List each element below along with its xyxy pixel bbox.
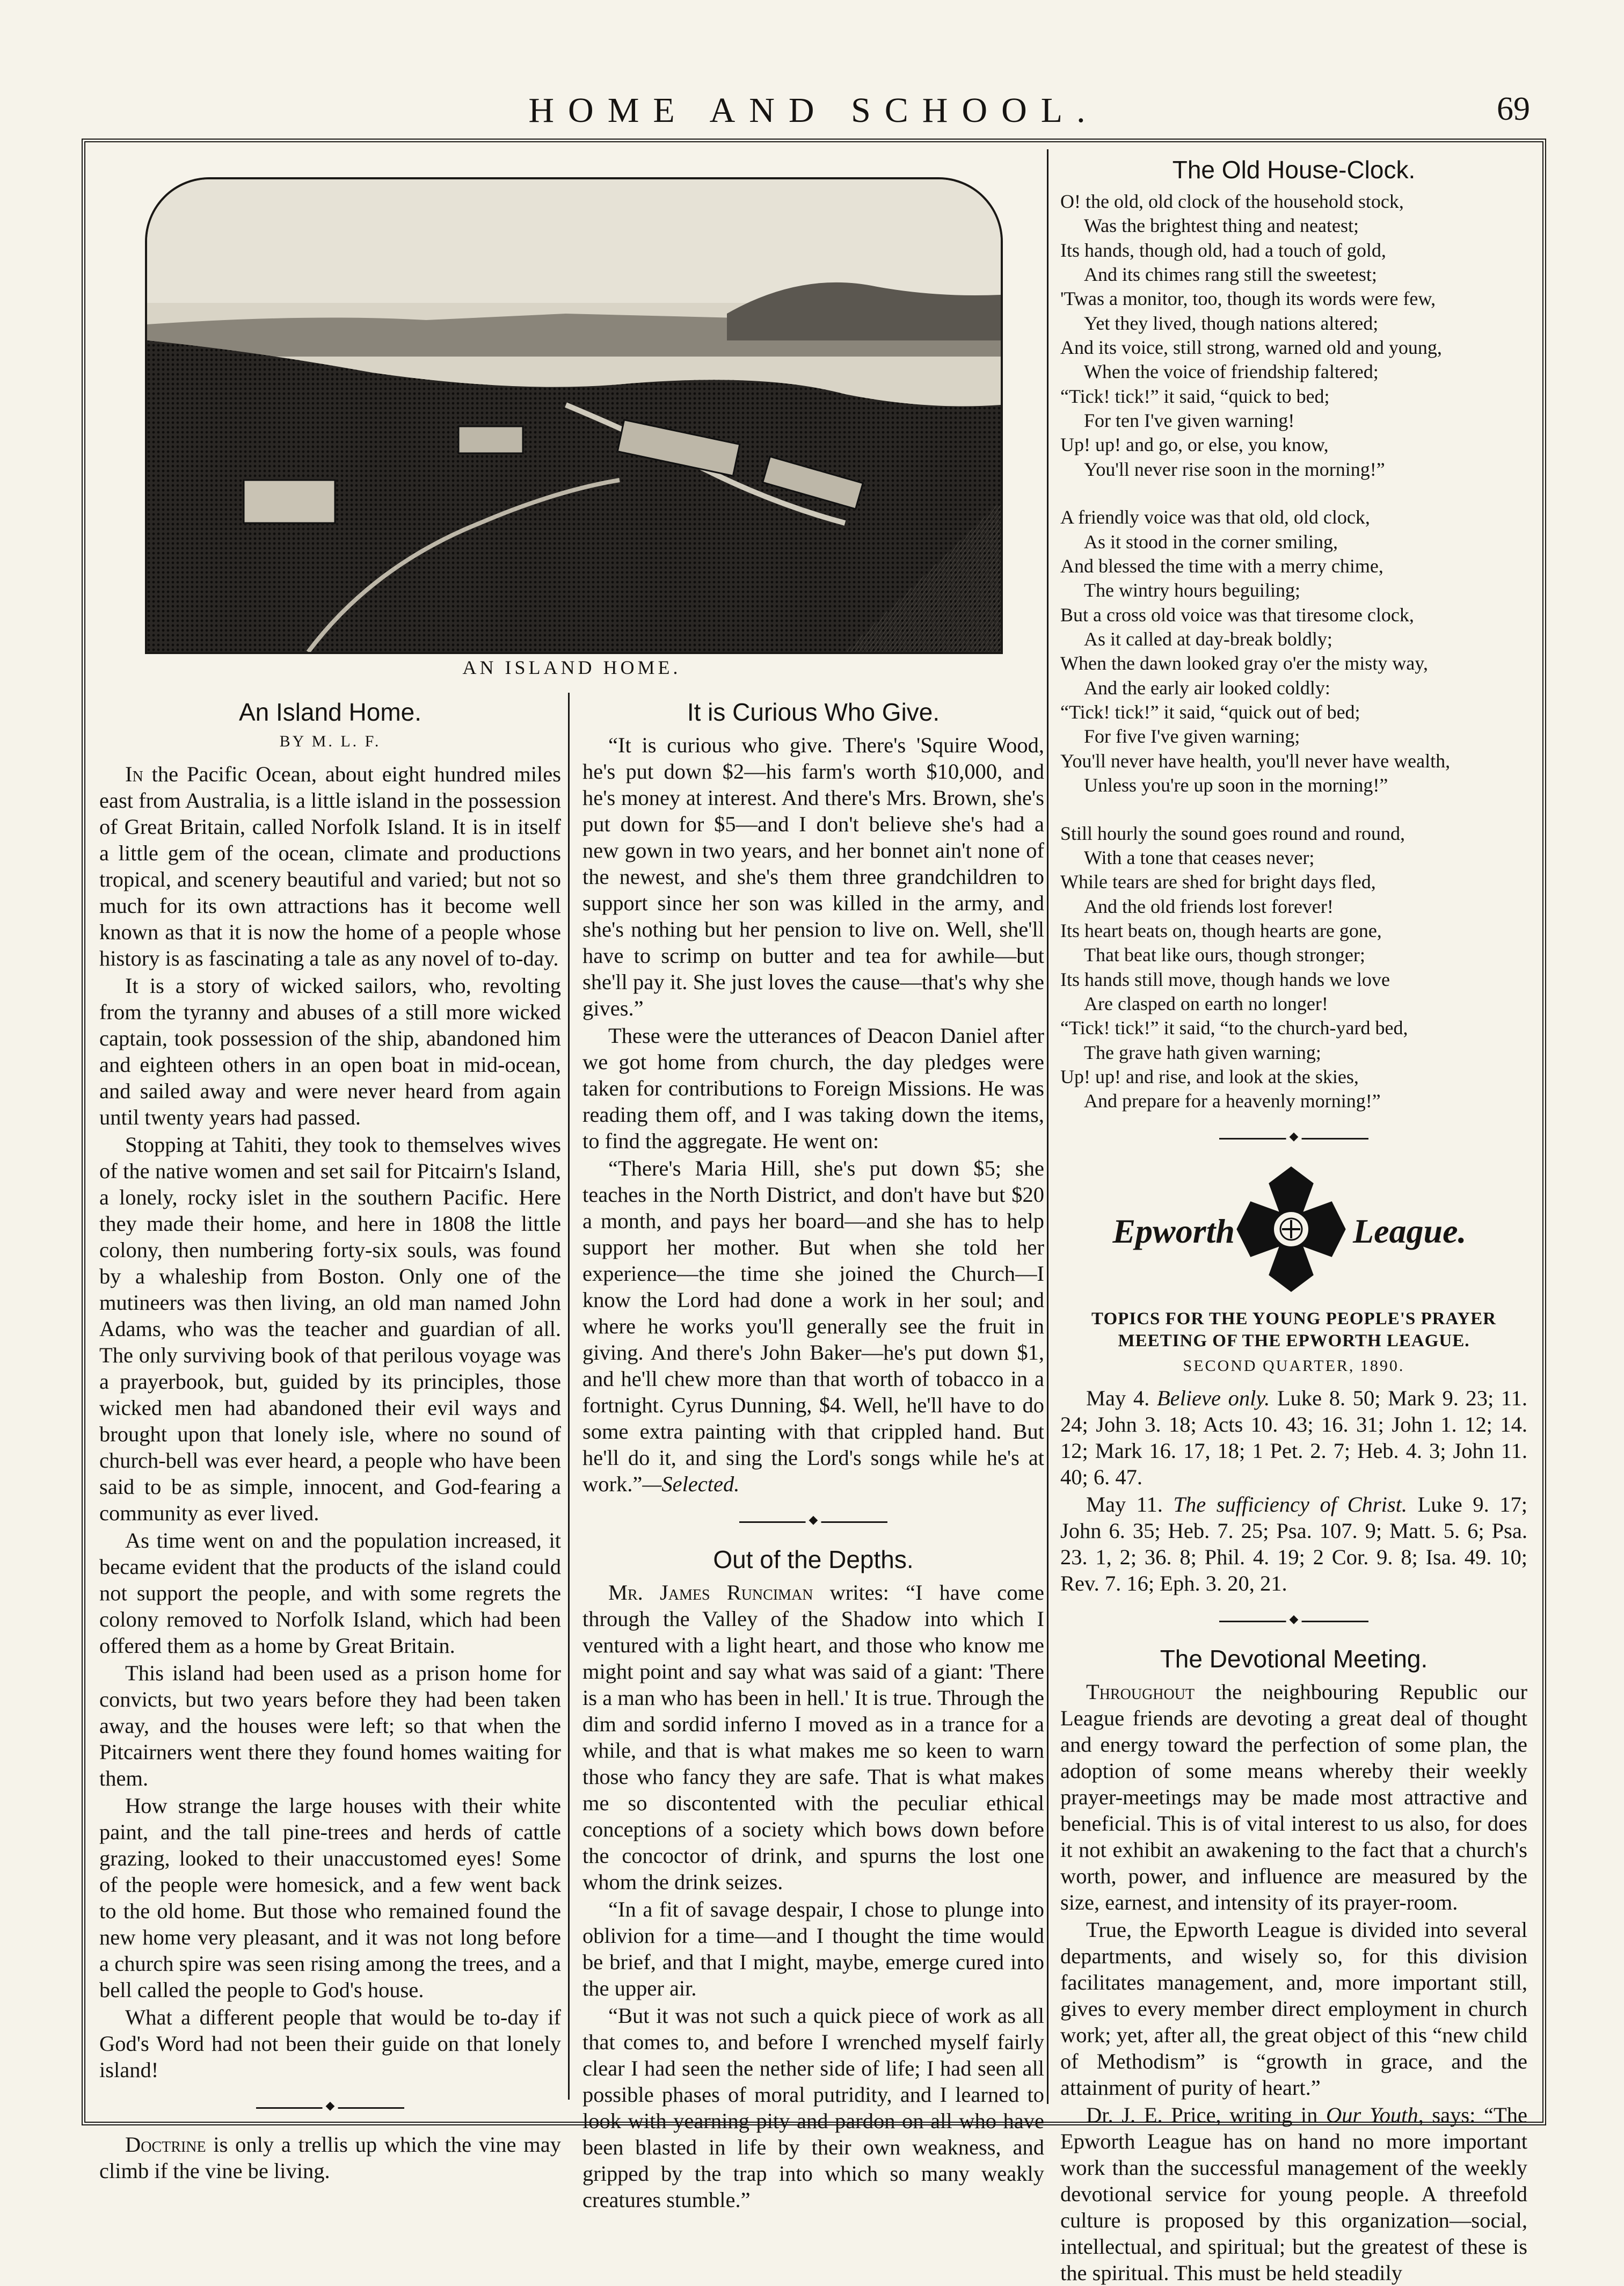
maltese-cross-icon — [1232, 1162, 1350, 1296]
league-word-right: League. — [1353, 1211, 1467, 1250]
lead-word: Throughout — [1086, 1679, 1195, 1704]
epworth-league-emblem — [1060, 1162, 1527, 1296]
poem-old-house-clock — [1060, 190, 1527, 1114]
lead-word: In — [125, 762, 143, 787]
paragraph-text: is only a trellis up which the vine may climb if the vine be living. — [99, 2132, 562, 2183]
poem-line: While tears are shed for bright days fled, — [1060, 871, 1376, 893]
poem-line: And its chimes rang still the sweetest; — [1084, 263, 1377, 285]
poem-line: The grave hath given warning; — [1084, 1041, 1321, 1063]
poem-line: O! the old, old clock of the household stock, — [1060, 190, 1404, 212]
topic-date: May 11. — [1086, 1492, 1163, 1516]
topic-references: Luke 9. 17; John 6. 35; Heb. 7. 25; Psa. 107. 9; Matt. 5. 6; Psa. 23. 1, 2; 36. 8; Phil. 4. 19; 2 Cor. 9. 8; Isa. 49. 10; Rev. 7. 16; Eph. 3. 20, 21. — [1060, 1492, 1528, 1595]
illustration-caption: AN ISLAND HOME. — [462, 657, 681, 678]
quarter-label: SECOND QUARTER, 1890. — [1183, 1357, 1405, 1375]
poem-line: That beat like ours, though stronger; — [1084, 944, 1365, 966]
right-column — [1060, 156, 1528, 2285]
column-divider-left — [568, 693, 570, 2100]
topic-references: Luke 8. 50; Mark 9. 23; 11. 24; John 3. 18; Acts 10. 43; 16. 31; John 1. 12; 14. 12; Mark 16. 17, 18; 1 Pet. 2. 7; Heb. 4. 3; John 11. 40; 6. 47. — [1060, 1385, 1528, 1489]
poem-line: And blessed the time with a merry chime, — [1060, 555, 1383, 577]
poem-line: For five I've given warning; — [1084, 725, 1300, 748]
poem-line: Its hands, though old, had a touch of gold, — [1060, 239, 1386, 261]
poem-line: “Tick! tick!” it said, “quick to bed; — [1060, 385, 1330, 407]
poem-line: And the early air looked coldly: — [1084, 677, 1330, 699]
paragraph — [1060, 1679, 1527, 1915]
paragraph: These were the utterances of Deacon Daniel after we got home from church, the day pledges were taken for contributions to Foreign Missions. He was reading them off, and I was taking down the items, to find the aggregate. He went on: — [582, 1023, 1044, 1153]
poem-line: And the old friends lost forever! — [1084, 895, 1334, 917]
article-title: An Island Home. — [238, 698, 422, 726]
article-curious-who-give — [582, 698, 1044, 2215]
poem-stanza — [1060, 505, 1527, 797]
page-number: 69 — [1497, 91, 1530, 127]
paragraph — [582, 1155, 1044, 1497]
selected-credit: —Selected. — [642, 1471, 740, 1496]
column-divider-right — [1047, 149, 1048, 2104]
section-separator — [582, 1518, 1044, 1526]
section-separator — [1060, 1617, 1527, 1625]
lead-word: Doctrine — [125, 2132, 206, 2157]
topics-heading: TOPICS FOR THE YOUNG PEOPLE'S PRAYER MEETING OF THE EPWORTH LEAGUE. — [1091, 1309, 1496, 1351]
article-island-home — [99, 698, 561, 2215]
poem-line: 'Twas a monitor, too, though its words were few, — [1060, 288, 1436, 310]
island-engraving — [145, 177, 1003, 654]
poem-line: And its voice, still strong, warned old and young, — [1060, 337, 1442, 359]
poem-line: With a tone that ceases never; — [1084, 846, 1315, 868]
poem-line: Are clasped on earth no longer! — [1084, 993, 1328, 1015]
paragraph: It is a story of wicked sailors, who, revolting from the tyranny and abuses of a still more wicked captain, took possession of the ship, abandoned him and eighteen others in an open boat in mid-ocean, and sailed away and were never heard from again until twenty years had passed. — [99, 974, 561, 1130]
paragraph-text: writes: “I have come through the Valley of the Shadow into which I ventured with a light heart, and those who know me might point and say what was said of a giant: 'There is a man who has been in hell.' It is true. Through the dim and sordid inferno I moved as in a trance for a while, and that is what makes me so keen to warn those who fancy they are safe. That is what makes me so discontented with the peculiar ethical conceptions of a society which bows down before the concoctor of drink, and spurns the lost one whom the drink seizes. — [582, 1580, 1044, 1894]
article-byline: BY M. L. F. — [279, 732, 381, 750]
paragraph: As time went on and the population increased, it became evident that the products of the island could not support the people, and with some regrets the colony removed to Norfolk Island, which had been offered them as a home by Great Britain. — [99, 1528, 561, 1658]
paragraph — [1060, 2102, 1527, 2286]
poem-line: You'll never rise soon in the morning!” — [1084, 458, 1385, 480]
island-landscape-image — [147, 179, 1001, 652]
topic-date: May 4. — [1086, 1385, 1150, 1410]
masthead-title: HOME AND SCHOOL. — [528, 91, 1099, 130]
paragraph-text: the neighbouring Republic our League friends are devoting a great deal of thought and energy toward the perfection of some plan, the adoption of some means whereby their weekly prayer-meetings may be made most attractive and beneficial. This is of vital interest to us also, for does it not exhibit an awakening to the fact that a church's worth, power, and influence are measured by the size, earnest, and intensity of its prayer-room. — [1060, 1679, 1528, 1914]
poem-line: But a cross old voice was that tiresome clock, — [1060, 604, 1414, 626]
poem-line: When the voice of friendship faltered; — [1084, 361, 1379, 383]
paragraph — [99, 761, 561, 971]
poem-line: You'll never have health, you'll never have wealth, — [1060, 750, 1451, 772]
publication-name: Our Youth, — [1326, 2102, 1424, 2127]
poem-line: Yet they lived, though nations altered; — [1084, 312, 1379, 334]
paragraph: “It is curious who give. There's 'Squire Wood, he's put down $2—his farm's worth $10,000, and he's money at interest. And there's Mrs. Brown, she's put down for $5—and I don't believe she's had a new gown in two years, and her bonnet ain't none of the newest, and she's them three grandchildren to support since her son was killed in the army, and she's nothing but her pension to live on. Well, she'll have to scrimp on butter and tea for awhile—but she'll pay it. She just loves the cause—that's why she gives.” — [582, 732, 1044, 1020]
paragraph-text: says: “The Epworth League has on hand no more important work than the successful management of the weekly devotional service for young people. A threefold culture is proposed by this organization—social, intellectual, and spiritual; but the greatest of these is the spiritual. This must be held steadily — [1060, 2102, 1527, 2285]
paragraph: Stopping at Tahiti, they took to themselves wives of the native women and set sail for Pitcairn's Island, a lonely, rocky islet in the southern Pacific. Here they made their home, and here in 1808 the little colony, then numbering forty-six souls, was found by a whaleship from Boston. Only one of the mutineers was then living, an old man named John Adams, who was the teacher and guardian of all. The only surviving book of that perilous voyage was a prayerbook, but, guided by its principles, those wicked men had abandoned their evil ways and brought upon that lonely isle, where no sound of church-bell was ever heard, a people who have been said to be as simple, innocent, and God-fearing a community as ever lived. — [99, 1133, 561, 1526]
poem-line: Up! up! and go, or else, you know, — [1060, 434, 1329, 456]
poem-line: “Tick! tick!” it said, “to the church-yard bed, — [1060, 1017, 1408, 1039]
poem-line: When the dawn looked gray o'er the misty way, — [1060, 652, 1428, 674]
paragraph-text: the Pacific Ocean, about eight hundred miles east from Australia, is a little island in the possession of Great Britain, called Norfolk Island. It is in itself a little gem of the ocean, climate and productions tropical, and scenery beautiful and varied; but not so much for its own attractions has it become well known as that it is now the home of a people whose history is as fascinating a tale as any novel of to-day. — [99, 762, 562, 971]
paragraph: What a different people that would be to-day if God's Word had not been their guide on that lonely island! — [99, 2005, 561, 2082]
poem-line: The wintry hours beguiling; — [1084, 579, 1300, 601]
poem-line: Up! up! and rise, and look at the skies, — [1060, 1066, 1359, 1088]
paragraph-text: “There's Maria Hill, she's put down $5; she teaches in the North District, and don't have but $20 a month, and pays her board—and she has to help support her mother. But when she told her experience—the time she joined the Church—I know the Lord had done a work in her soul; and where he works you'll generally see the fruit in giving. And there's John Baker—he's put down $1, and he'll chew more than that worth of tobacco in a fortnight. Cyrus Dunning, $4. Well, he'll have to do some extra painting with that crippled hand. But he'll do it, and sing the Lord's songs while he's at work.” — [582, 1156, 1044, 1496]
topic-title: The sufficiency of Christ. — [1173, 1492, 1407, 1516]
paragraph: True, the Epworth League is divided into several departments, and wisely so, for this division facilitates management, and, more important still, gives to every member direct employment in church work; yet, after all, the great object of this “new child of Methodism” is “growth in grace, and the attainment of purity of heart.” — [1060, 1917, 1527, 2100]
poem-line: Still hourly the sound goes round and round, — [1060, 822, 1405, 844]
topic-may-4 — [1060, 1385, 1527, 1490]
section-separator — [99, 2103, 561, 2112]
topic-title: Believe only. — [1156, 1385, 1270, 1410]
article-title: Out of the Depths. — [713, 1545, 914, 1573]
poem-line: Its heart beats on, though hearts are gone, — [1060, 919, 1382, 941]
article-title: It is Curious Who Give. — [687, 698, 940, 726]
paragraph: “In a fit of savage despair, I chose to plunge into oblivion for a time—and I thought the time would be brief, and that I might, maybe, emerge cured into the upper air. — [582, 1897, 1044, 2000]
poem-line: Unless you're up soon in the morning!” — [1084, 774, 1388, 796]
section-separator — [1060, 1134, 1527, 1143]
paragraph: How strange the large houses with their white paint, and the tall pine-trees and herds of cattle grazing, looked to their unaccustomed eyes! Some of the people were homesick, and a few went back to the old home. But those who remained found the new home very pleasant, and it was not long before a church spire was seen rising among the trees, and a bell called the people to God's house. — [99, 1794, 561, 2002]
poem-line: And prepare for a heavenly morning!” — [1084, 1090, 1381, 1112]
paragraph-text: Dr. J. E. Price, writing in — [1086, 2102, 1318, 2127]
doctrine-paragraph — [99, 2131, 561, 2184]
poem-stanza — [1060, 190, 1527, 482]
lead-word: Mr. James Runciman — [608, 1580, 813, 1605]
paragraph — [582, 1579, 1044, 1895]
poem-line: Its hands still move, though hands we love — [1060, 968, 1390, 990]
paragraph: “But it was not such a quick piece of work as all that comes to, and before I wrenched myself fairly clear I had seen the nether side of life; I had seen all possible phases of moral putridity, and I learned to look with yearning pity and pardon on all who have been blasted in life by their own weakness, and gripped by the trap into which so many weakly creatures stumble.” — [582, 2003, 1044, 2212]
poem-line: Was the brightest thing and neatest; — [1084, 215, 1359, 237]
poem-title: The Old House-Clock. — [1172, 156, 1416, 184]
masthead — [82, 90, 1546, 139]
poem-line: As it stood in the corner smiling, — [1084, 531, 1338, 553]
article-title: The Devotional Meeting. — [1160, 1644, 1428, 1673]
paragraph: This island had been used as a prison home for convicts, but two years before they had been taken away, and the houses were left; so that when the Pitcairners went there they found homes waiting for them. — [99, 1661, 561, 1791]
poem-stanza — [1060, 822, 1527, 1114]
poem-line: As it called at day-break boldly; — [1084, 628, 1332, 650]
topic-may-11 — [1060, 1491, 1527, 1596]
poem-line: A friendly voice was that old, old clock, — [1060, 506, 1370, 528]
poem-line: “Tick! tick!” it said, “quick out of bed; — [1060, 701, 1360, 723]
league-word-left: Epworth — [1112, 1211, 1235, 1250]
poem-line: For ten I've given warning! — [1084, 410, 1295, 432]
